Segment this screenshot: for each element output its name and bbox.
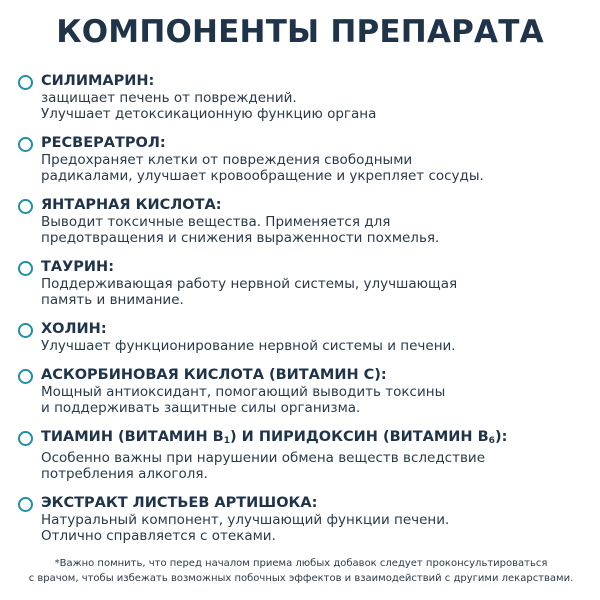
item-line: предотвращения и снижения выраженности похмелья. [41,230,440,246]
item-description [41,338,588,354]
item-title [41,429,588,450]
list-item [18,367,588,416]
item-line: Улучшает детоксикационную функцию органа [41,106,377,122]
circle-icon [18,137,33,152]
item-line: Улучшает функционирование нервной системы и печени. [41,338,456,354]
item-description [41,90,588,122]
list-item [18,321,588,354]
footnote-line: с врачом, чтобы избежать возможных побочных эффектов и взаимодействий с другими лекарствами. [28,573,574,584]
list-item [18,429,588,482]
list-item [18,197,588,246]
item-line: Поддерживающая работу нервной системы, улучшающая [41,276,458,292]
item-title: ХОЛИН: [41,321,107,337]
item-description [41,152,588,184]
item-title: ЯНТАРНАЯ КИСЛОТА: [41,197,222,213]
circle-icon [18,75,33,90]
item-description [41,214,588,246]
footnote-line: *Важно помнить, что перед началом приема любых добавок следует проконсультироваться [54,558,548,569]
item-title-part: ) И ПИРИДОКСИН (ВИТАМИН В [230,429,489,445]
component-list [18,73,588,557]
item-line: и поддерживать защитные силы организма. [41,400,361,416]
item-title: РЕСВЕРАТРОЛ: [41,135,166,151]
item-description [41,276,588,308]
item-line: Предохраняет клетки от повреждения свободными [41,152,413,168]
item-title-part: ТИАМИН (ВИТАМИН В [41,429,224,445]
item-line: радикалами, улучшает кровообращение и укрепляет сосуды. [41,168,484,184]
footnote [6,556,596,586]
item-line: память и внимание. [41,292,184,308]
item-line: Натуральный компонент, улучшающий функции печени. [41,512,450,528]
item-line: потребления алкоголя. [41,466,208,482]
item-line: Отлично справляется с отеками. [41,528,276,544]
list-item [18,73,588,122]
item-title: СИЛИМАРИН: [41,73,155,89]
item-title-part: ): [494,429,508,445]
circle-icon [18,323,33,338]
item-line: защищает печень от повреждений. [41,90,297,106]
circle-icon [18,497,33,512]
circle-icon [18,431,33,446]
circle-icon [18,369,33,384]
item-description [41,450,588,482]
circle-icon [18,199,33,214]
item-description [41,512,588,544]
item-title: ЭКСТРАКТ ЛИСТЬЕВ АРТИШОКА: [41,495,318,511]
item-title-subscript: 6 [488,436,495,446]
list-item [18,135,588,184]
item-description [41,384,588,416]
item-line: Мощный антиоксидант, помогающий выводить токсины [41,384,446,400]
item-title: АСКОРБИНОВАЯ КИСЛОТА (ВИТАМИН С): [41,367,387,383]
list-item [18,259,588,308]
list-item [18,495,588,544]
item-line: Особенно важны при нарушении обмена веществ вследствие [41,450,486,466]
item-title-subscript: 1 [223,436,230,446]
item-line: Выводит токсичные вещества. Применяется для [41,214,391,230]
page-title: КОМПОНЕНТЫ ПРЕПАРАТА [56,14,544,50]
circle-icon [18,261,33,276]
item-title: ТАУРИН: [41,259,114,275]
